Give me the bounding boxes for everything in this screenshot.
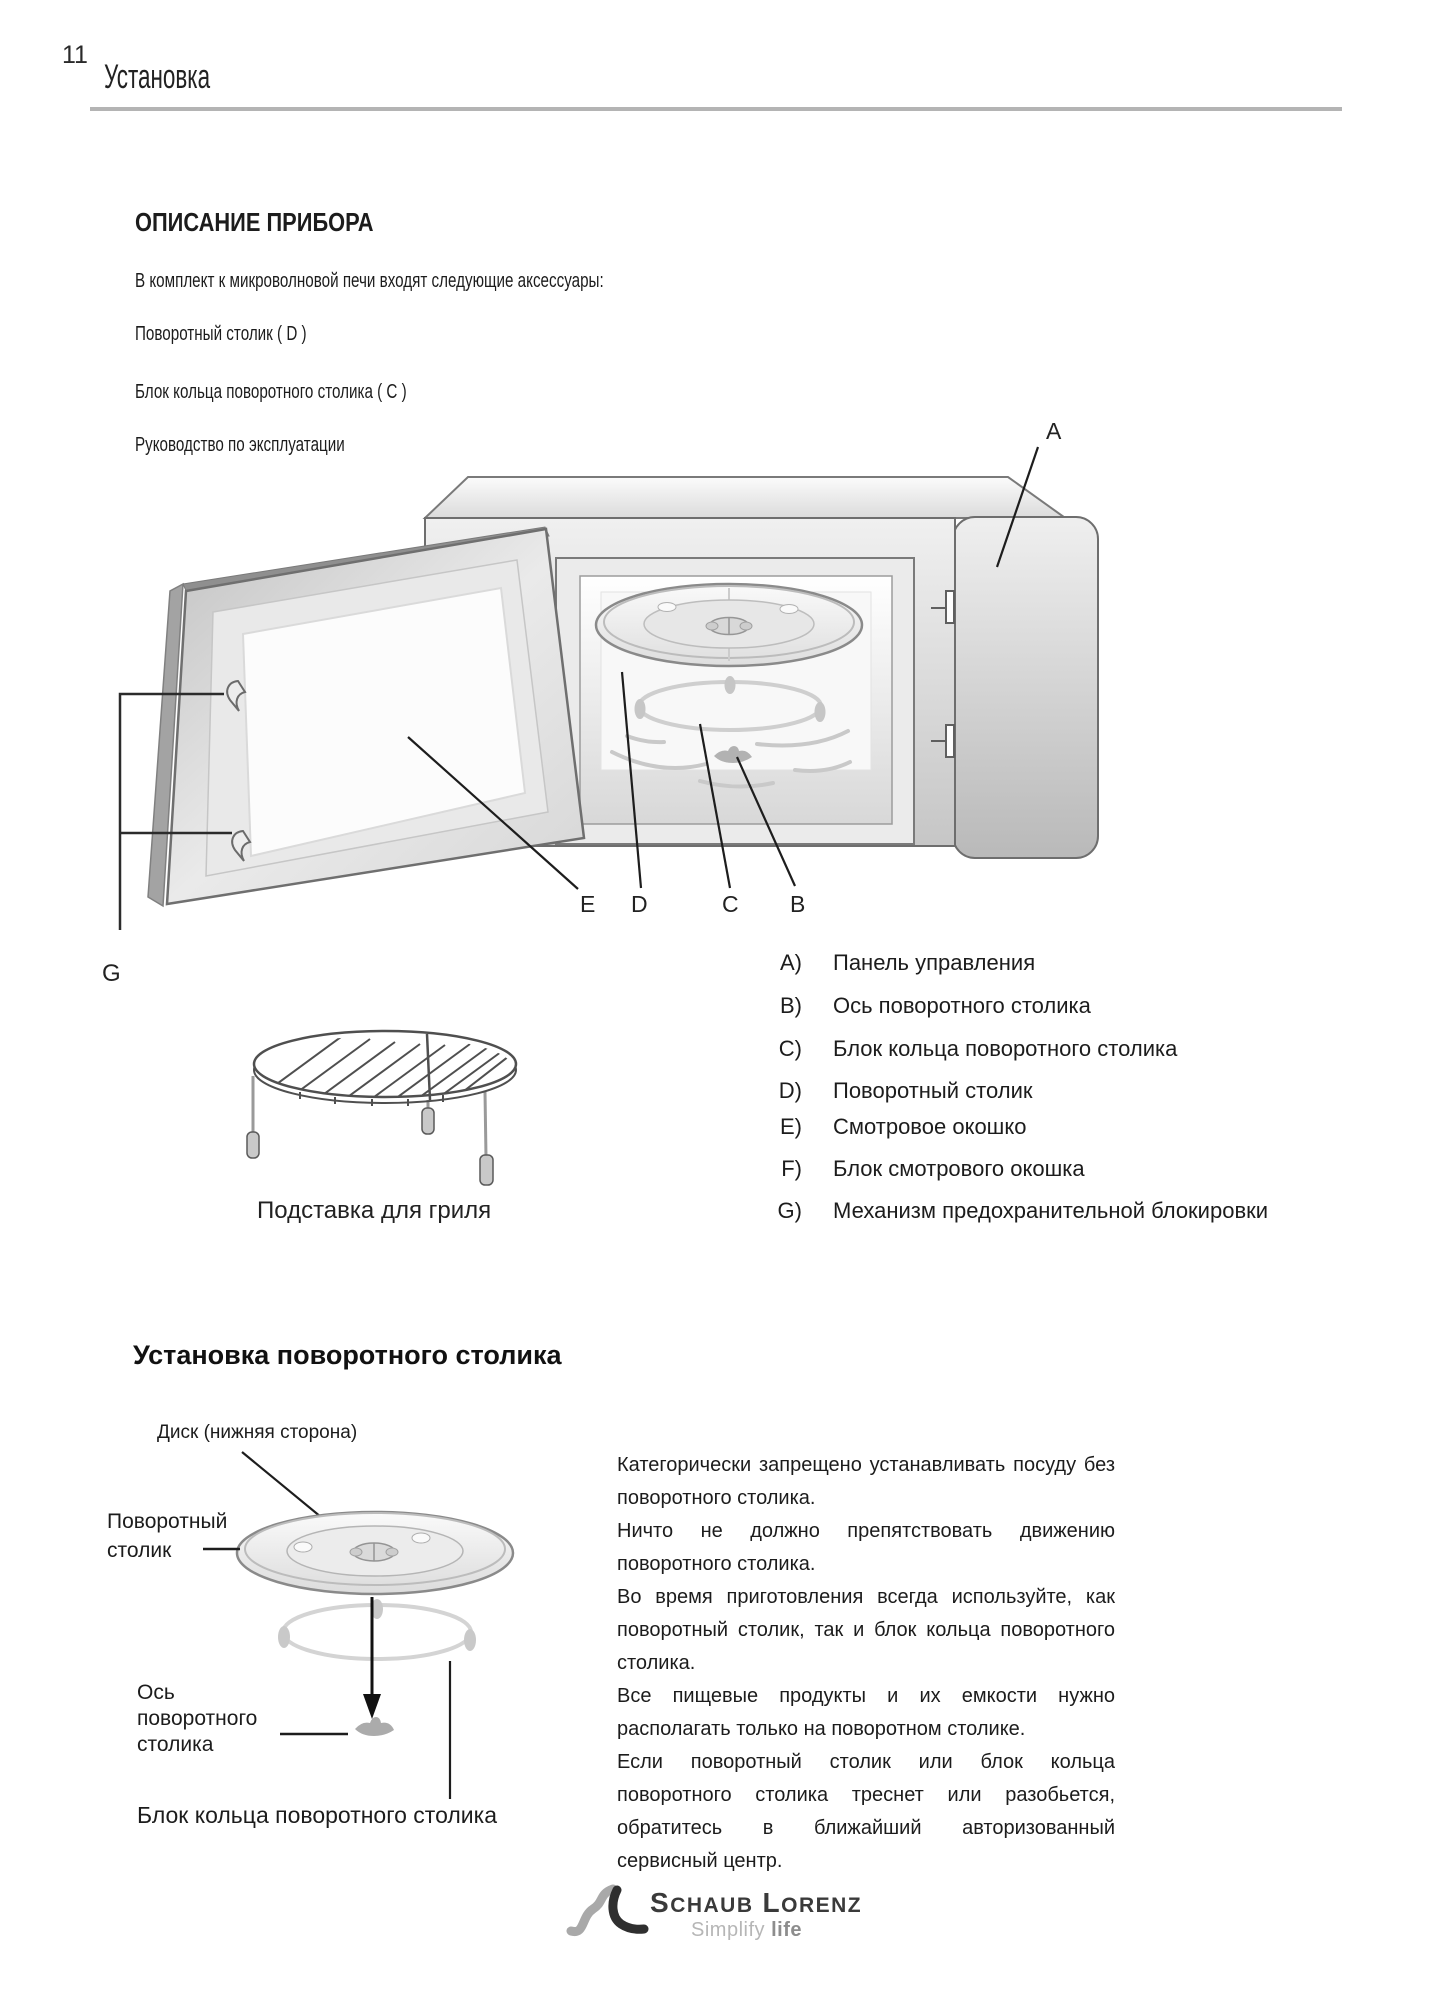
page-number: 11 [62, 41, 88, 69]
legend-label: Панель управления [833, 950, 1036, 975]
brand-tagline [691, 1919, 802, 1942]
callout-letter-g: G [102, 960, 121, 987]
roller-ring-exploded [278, 1599, 476, 1659]
warning-paragraph: Если поворотный столик или блок кольца поворотного столика треснет или разобьется, обратитесь в ближайший авторизованный сервисный центр. [617, 1751, 1115, 1872]
axis-label-line: Ось [137, 1681, 175, 1704]
legend-row [768, 1198, 1268, 1224]
callout-letter-e: E [580, 891, 596, 917]
legend-label: Блок кольца поворотного столика [833, 1036, 1178, 1061]
warning-paragraph: Все пищевые продукты и их емкости нужно располагать только на поворотном столике. [617, 1685, 1115, 1740]
tagline-word: Simplify [691, 1919, 766, 1941]
legend-row [768, 1078, 1032, 1104]
microwave-diagram [40, 370, 1140, 930]
callout-letter-d: D [631, 891, 648, 917]
disk-label: Диск (нижняя сторона) [157, 1422, 358, 1443]
axis-label-line: поворотного [137, 1707, 258, 1730]
grill-feet [247, 1108, 493, 1185]
legend-key: G) [777, 1198, 802, 1223]
legend-label: Механизм предохранительной блокировки [833, 1198, 1269, 1223]
legend-row [768, 950, 1035, 976]
callout-letter-a: A [1046, 418, 1062, 444]
ring-caption: Блок кольца поворотного столика [137, 1802, 497, 1828]
grill-stand-caption: Подставка для гриля [257, 1197, 492, 1224]
axis-label [137, 1680, 257, 1758]
legend-row [768, 1156, 1085, 1182]
legend-row [768, 1114, 1026, 1140]
brand-letter: S [650, 1887, 671, 1918]
oven-door [148, 527, 584, 906]
legend-label: Смотровое окошко [833, 1114, 1027, 1139]
section1-intro: В комплект к микроволновой печи входят следующие аксессуары: [135, 270, 604, 292]
brand-part: CHAUB [670, 1894, 754, 1917]
section2-heading: Установка поворотного столика [133, 1340, 562, 1370]
axis-label-line: столика [137, 1733, 214, 1756]
legend-key: E) [780, 1114, 802, 1139]
warning-paragraph: Ничто не должно препятствовать движению поворотного столика. [617, 1520, 1115, 1575]
legend-row [768, 1036, 1177, 1062]
brand-letter: L [762, 1887, 782, 1918]
section1-heading: ОПИСАНИЕ ПРИБОРА [135, 207, 374, 237]
legend-key: D) [778, 1078, 802, 1103]
legend-label: Ось поворотного столика [833, 993, 1091, 1018]
page-title: Установка [104, 58, 211, 96]
callout-letter-c: C [722, 891, 739, 917]
legend-key: B) [780, 993, 802, 1018]
header-divider [90, 107, 1342, 111]
legend-label: Поворотный столик [833, 1078, 1033, 1103]
turntable-label-line: столик [107, 1539, 172, 1562]
turntable-label-line: Поворотный [107, 1510, 228, 1533]
turntable-plate [596, 584, 862, 666]
callout-letter-b: B [790, 891, 806, 917]
legend-key: C) [778, 1036, 802, 1061]
tagline-word: life [771, 1919, 802, 1941]
axis-hub-exploded [355, 1717, 394, 1736]
legend-row [768, 993, 1091, 1019]
turntable-label [107, 1507, 227, 1565]
warning-paragraph: Во время приготовления всегда используйте, как поворотный столик, так и блок кольца поворотного столика. [617, 1586, 1115, 1674]
accessory-item: Блок кольца поворотного столика ( C ) [135, 381, 407, 403]
accessory-item: Поворотный столик ( D ) [135, 323, 307, 345]
warning-paragraphs [617, 1449, 1115, 1878]
brand-part: ORENZ [781, 1894, 863, 1917]
brand-wordmark [650, 1887, 862, 1919]
legend-key: F) [781, 1156, 802, 1181]
schaub-lorenz-logo-icon [555, 1878, 665, 1948]
grill-stand-diagram [220, 1015, 540, 1200]
accessory-item: Руководство по эксплуатации [135, 434, 345, 456]
legend-key: A) [780, 950, 802, 975]
warning-paragraph: Категорически запрещено устанавливать посуду без поворотного столика. [617, 1454, 1115, 1509]
legend-label: Блок смотрового окошка [833, 1156, 1085, 1181]
turntable-install-diagram [55, 1440, 565, 1820]
turntable-plate-exploded [237, 1512, 513, 1594]
